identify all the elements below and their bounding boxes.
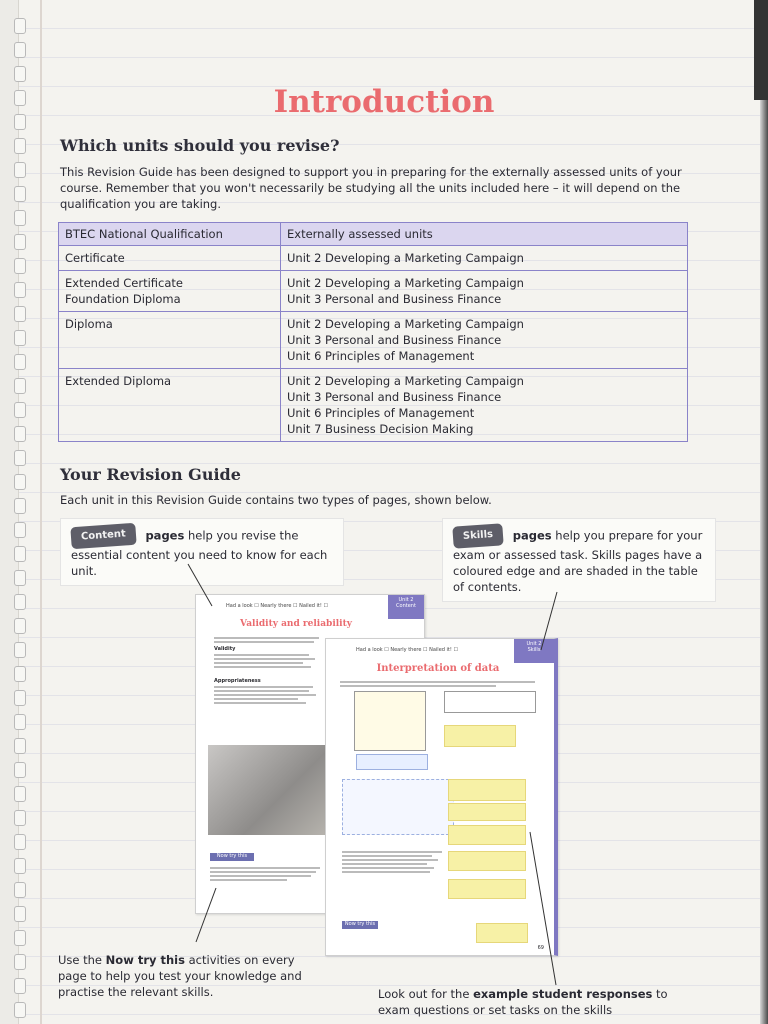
unit-name: Unit 7 Business Decision Making <box>287 422 474 436</box>
now-try-this-note <box>58 952 318 1000</box>
note-text: to exam questions or set tasks on the skills <box>378 987 668 1017</box>
content-tag: Content <box>70 523 136 549</box>
units-intro-paragraph: This Revision Guide has been designed to support you in preparing for the externally assessed units of your course. Remember that you won't necessarily be studying all the units included here – it will depend on the qualification you are taking. <box>60 165 682 211</box>
now-try-this-label: Now try this <box>342 921 378 929</box>
unit-name: Unit 2 Developing a Marketing Campaign <box>287 276 524 290</box>
content-callout-text: help you revise the essential content you need to know for each unit. <box>71 528 328 578</box>
content-callout-bold: pages <box>145 528 185 543</box>
table-header-units: Externally assessed units <box>281 223 688 246</box>
skills-callout-bold: pages <box>512 528 552 543</box>
sample-page-title: Interpretation of data <box>376 663 500 674</box>
sample-page-number: 69 <box>537 945 544 951</box>
unit-tag-label: Unit 2 <box>398 597 414 603</box>
checklist-item: Nailed it! <box>429 647 452 653</box>
student-responses-note <box>378 986 678 1018</box>
checklist-item: Had a look <box>356 647 383 653</box>
section-heading-revision-guide: Your Revision Guide <box>60 465 241 484</box>
skills-callout-text: help you prepare for your exam or assessed task. Skills pages have a coloured edge and are shaded in the table of contents. <box>453 528 703 594</box>
unit-name: Unit 6 Principles of Management <box>287 406 475 420</box>
qualification-name: Extended Diploma <box>65 374 172 388</box>
now-try-this-label: Now try this <box>210 853 254 861</box>
checklist-item: Nearly there <box>390 647 422 653</box>
unit-tag-label: Unit 2 <box>526 641 542 647</box>
qualification-name: Foundation Diploma <box>65 292 181 306</box>
unit-name: Unit 6 Principles of Management <box>287 349 475 363</box>
page-title: Introduction <box>273 84 495 120</box>
sample-subheading: Validity <box>214 646 236 652</box>
note-text: Use the <box>58 953 103 967</box>
revision-guide-intro: Each unit in this Revision Guide contains two types of pages, shown below. <box>60 493 492 507</box>
skills-tag: Skills <box>452 523 504 548</box>
sample-page-title: Validity and reliability <box>240 619 352 629</box>
qualification-name: Extended Certificate <box>65 276 184 290</box>
table-header-qualification: BTEC National Qualification <box>59 223 281 246</box>
unit-name: Unit 3 Personal and Business Finance <box>287 333 502 347</box>
progress-checklist: Had a look ☐ Nearly there ☐ Nailed it! ☐ <box>356 647 458 653</box>
sample-subheading: Appropriateness <box>214 678 261 684</box>
note-bold: example student responses <box>473 987 653 1001</box>
unit-name: Unit 2 Developing a Marketing Campaign <box>287 317 524 331</box>
note-text: Look out for the <box>378 987 470 1001</box>
unit-name: Unit 3 Personal and Business Finance <box>287 292 502 306</box>
unit-name: Unit 2 Developing a Marketing Campaign <box>287 374 524 388</box>
qualification-name: Diploma <box>65 317 113 331</box>
section-heading-units: Which units should you revise? <box>60 136 340 155</box>
checklist-item: Nailed it! <box>299 603 322 609</box>
note-text: activities on every page to help you test your knowledge and practise the relevant skills. <box>58 953 302 999</box>
content-corner-label: Content <box>396 603 416 609</box>
qualification-name: Certificate <box>65 251 125 265</box>
unit-name: Unit 3 Personal and Business Finance <box>287 390 502 404</box>
checklist-item: Nearly there <box>260 603 292 609</box>
progress-checklist: Had a look ☐ Nearly there ☐ Nailed it! ☐ <box>226 603 328 609</box>
checklist-item: Had a look <box>226 603 253 609</box>
skills-corner-label: Skills <box>527 647 541 653</box>
note-bold: Now try this <box>105 953 185 967</box>
unit-name: Unit 2 Developing a Marketing Campaign <box>287 251 524 265</box>
